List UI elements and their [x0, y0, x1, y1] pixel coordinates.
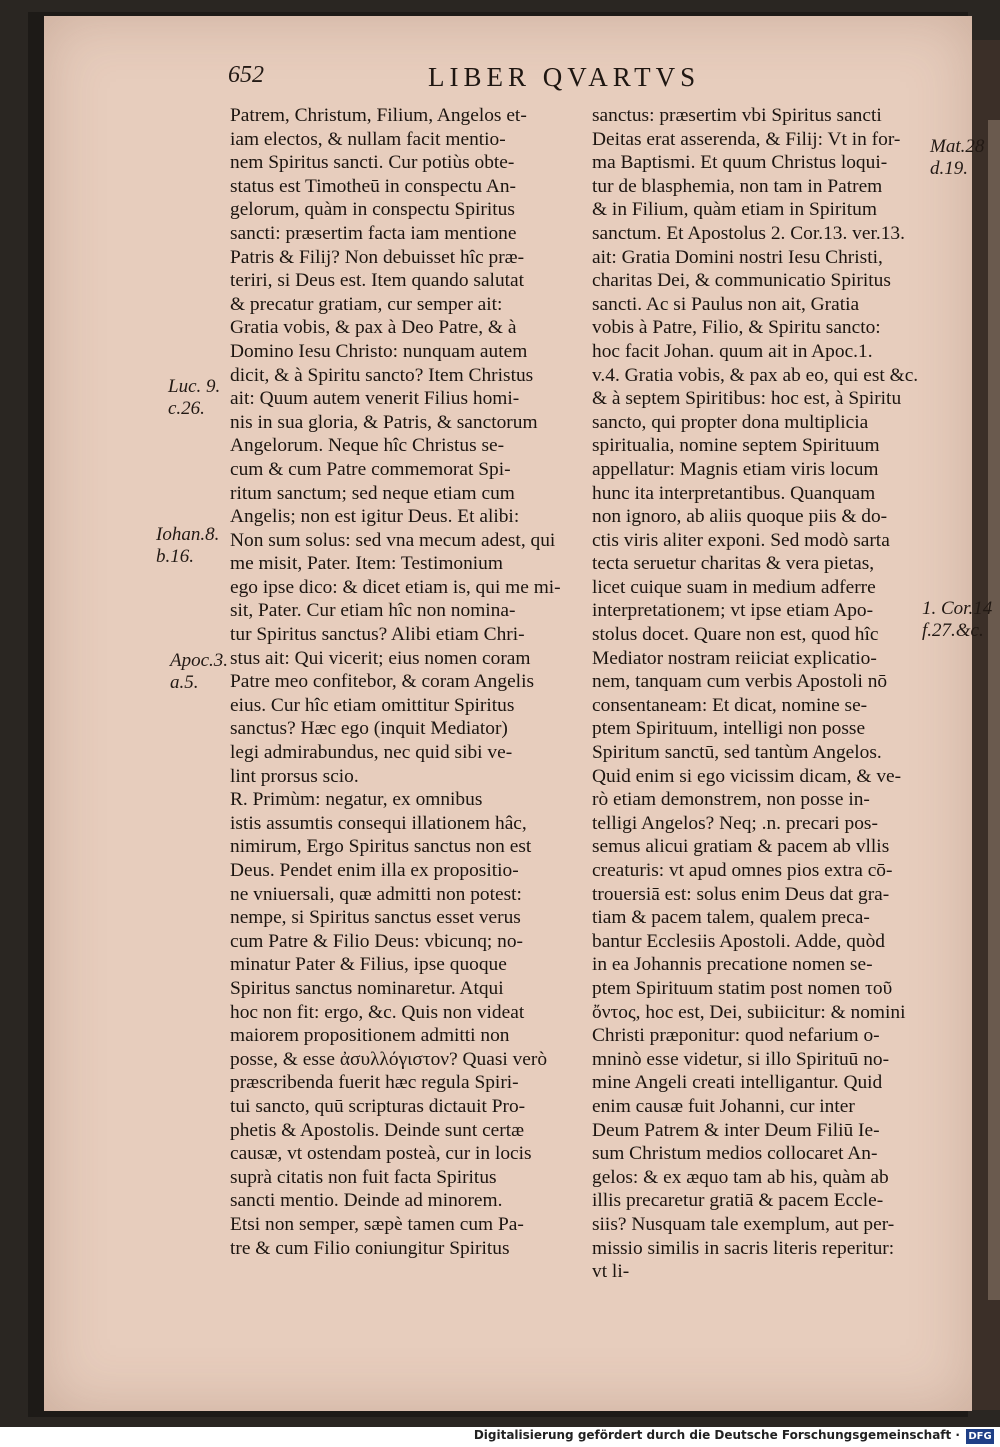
- text-line: suprà citatis non fuit facta Spiritus: [230, 1166, 497, 1188]
- text-line: Deitas erat asserenda, & Filij: Vt in for-: [592, 128, 901, 150]
- text-line: ait: Quum autem venerit Filius homi-: [230, 388, 520, 410]
- text-line: mninò esse videtur, si illo Spirituū no-: [592, 1048, 890, 1070]
- text-line: vobis à Patre, Filio, & Spiritu sancto:: [592, 317, 881, 339]
- text-line: eius. Cur hîc etiam omittitur Spiritus: [230, 694, 515, 716]
- text-line: charitas Dei, & communicatio Spiritus: [592, 270, 891, 292]
- text-line: ptem Spirituum statim post nomen τοῦ: [592, 977, 893, 999]
- text-line: sanctum. Et Apostolus 2. Cor.13. ver.13.: [592, 222, 905, 244]
- text-line: tur Spiritus sanctus? Alibi etiam Chri-: [230, 624, 525, 646]
- text-line: nem, tanquam cum verbis Apostoli nō: [592, 671, 888, 693]
- margin-note-line: d.19.: [930, 158, 968, 179]
- text-line: iam electos, & nullam facit mentio-: [230, 128, 506, 150]
- text-line: me misit, Pater. Item: Testimonium: [230, 553, 503, 575]
- text-line: hunc ita interpretantibus. Quanquam: [592, 482, 876, 504]
- text-line: hoc facit Johan. quum ait in Apoc.1.: [592, 340, 873, 362]
- text-line: Gratia vobis, & pax à Deo Patre, & à: [230, 317, 517, 339]
- text-line: appellatur: Magnis etiam viris locum: [592, 458, 879, 480]
- facing-page-edge-highlight: [988, 120, 1000, 1300]
- margin-note-apoc: [170, 650, 228, 694]
- text-line: status est Timotheū in conspectu An-: [230, 175, 517, 197]
- margin-note-line: f.27.&c.: [922, 620, 984, 641]
- text-line: Spiritus sanctus nominaretur. Atqui: [230, 977, 504, 999]
- text-line: cum Patre & Filio Deus: vbicunq; no-: [230, 930, 523, 952]
- margin-note-line: a.5.: [170, 672, 199, 693]
- text-line: posse, & esse ἀσυλλόγιστον? Quasi verò: [230, 1048, 548, 1070]
- text-line: Patre meo confitebor, & coram Angelis: [230, 671, 535, 693]
- text-line: in ea Johannis precatione nomen se-: [592, 954, 873, 976]
- digitization-footer: [0, 1427, 1000, 1447]
- text-line: creaturis: vt apud omnes pios extra cō-: [592, 860, 893, 881]
- text-line: minatur Pater & Filius, ipse quoque: [230, 954, 507, 976]
- text-line: licet cuique suam in medium adferre: [592, 576, 876, 598]
- right-text-column: [592, 104, 932, 1284]
- text-line: sancto, qui propter dona multiplicia: [592, 411, 869, 433]
- text-line: tui sancto, quū scripturas dictauit Pro-: [230, 1095, 526, 1117]
- text-line: bantur Ecclesiis Apostoli. Adde, quòd: [592, 930, 885, 952]
- text-line: missio similis in sacris literis reperitur:: [592, 1237, 895, 1259]
- text-line: v.4. Gratia vobis, & pax ab eo, qui est &c.: [592, 364, 919, 386]
- text-line: tur de blasphemia, non tam in Patrem: [592, 175, 883, 197]
- text-line: tiam & pacem talem, qualem preca-: [592, 907, 870, 929]
- text-line: ego ipse dico: & dicet etiam is, qui me mi-: [230, 576, 561, 598]
- page-header: [228, 62, 768, 102]
- text-line: dicit, & à Spiritu sancto? Item Christus: [230, 364, 534, 386]
- text-line: Deus. Pendet enim illa ex propositio-: [230, 860, 519, 881]
- text-line: Quid enim si ego vicissim dicam, & ve-: [592, 765, 902, 787]
- text-line: spiritualia, nomine septem Spirituum: [592, 435, 880, 457]
- text-line: sancti: præsertim facta iam mentione: [230, 222, 517, 244]
- text-line: nempe, si Spiritus sanctus esset verus: [230, 907, 521, 929]
- text-line: ne vniuersali, quæ admitti non potest:: [230, 883, 522, 905]
- text-line: R. Primùm: negatur, ex omnibus: [230, 789, 483, 811]
- margin-note-luc: [168, 376, 220, 420]
- text-line: sancti. Ac si Paulus non ait, Gratia: [592, 293, 860, 315]
- text-line: illis precaretur gratiā & pacem Eccle-: [592, 1190, 884, 1212]
- text-line: sanctus: præsertim vbi Spiritus sancti: [592, 105, 882, 126]
- running-head: LIBER QVARTVS: [428, 62, 701, 92]
- text-line: causæ, vt ostendam posteà, cur in locis: [230, 1143, 532, 1165]
- text-line: Christi præponitur: quod nefarium o-: [592, 1025, 880, 1047]
- margin-note-line: Luc. 9.: [168, 376, 221, 397]
- text-line: Deum Patrem & inter Deum Filiū Ie-: [592, 1119, 880, 1141]
- text-line: præscribenda fuerit hæc regula Spiri-: [230, 1072, 519, 1094]
- margin-note-cor: [922, 598, 992, 642]
- text-line: Patris & Filij? Non debuisset hîc præ-: [230, 246, 525, 268]
- text-line: gelorum, quàm in conspectu Spiritus: [230, 199, 515, 221]
- text-line: nimirum, Ergo Spiritus sanctus non est: [230, 836, 532, 858]
- text-line: tecta seruetur charitas & vera pietas,: [592, 553, 875, 575]
- text-line: Angelorum. Neque hîc Christus se-: [230, 435, 505, 457]
- text-line: nem Spiritus sancti. Cur potiùs obte-: [230, 152, 515, 174]
- margin-note-line: c.26.: [168, 398, 205, 419]
- text-line: & in Filium, quàm etiam in Spiritum: [592, 199, 877, 221]
- text-line: rò etiam demonstrem, non posse in-: [592, 789, 870, 811]
- margin-note-line: Apoc.3.: [170, 650, 229, 671]
- text-line: legi admirabundus, nec quid sibi ve-: [230, 742, 513, 764]
- text-line: Mediator nostram reiiciat explicatio-: [592, 647, 877, 669]
- text-line: semus alicui gratiam & pacem ab vllis: [592, 836, 890, 858]
- text-line: stolus docet. Quare non est, quod hîc: [592, 624, 879, 646]
- text-line: hoc non fit: ergo, &c. Quis non videat: [230, 1001, 525, 1023]
- text-line: & à septem Spiritibus: hoc est, à Spiritu: [592, 388, 902, 410]
- text-line: ptem Spirituum, intelligi non posse: [592, 718, 866, 740]
- text-line: Spiritum sanctū, sed tantùm Angelos.: [592, 742, 882, 764]
- text-line: sit, Pater. Cur etiam hîc non nomina-: [230, 600, 516, 622]
- margin-note-line: 1. Cor.14: [922, 598, 993, 619]
- text-line: consentaneam: Et dicat, nomine se-: [592, 694, 868, 716]
- text-line: siis? Nusquam tale exemplum, aut per-: [592, 1213, 895, 1235]
- text-line: Patrem, Christum, Filium, Angelos et-: [230, 105, 527, 126]
- text-line: tre & cum Filio coniungitur Spiritus: [230, 1237, 510, 1259]
- text-line: nis in sua gloria, & Patris, & sanctorum: [230, 411, 538, 433]
- footer-credit: Digitalisierung gefördert durch die Deutsche Forschungsgemeinschaft ·: [473, 1428, 960, 1442]
- text-line: sanctus? Hæc ego (inquit Mediator): [230, 718, 508, 740]
- margin-note-johan: [156, 524, 219, 568]
- text-line: telligi Angelos? Neq; .n. precari pos-: [592, 812, 878, 834]
- text-line: enim causæ fuit Johanni, cur inter: [592, 1095, 855, 1117]
- text-line: Etsi non semper, sæpè tamen cum Pa-: [230, 1213, 524, 1235]
- page-number: 652: [228, 62, 264, 88]
- dfg-logo: DFG: [966, 1429, 994, 1444]
- text-line: Domino Iesu Christo: nunquam autem: [230, 340, 528, 362]
- text-line: sancti mentio. Deinde ad minorem.: [230, 1190, 503, 1212]
- left-text-column: [230, 104, 576, 1260]
- text-line: teriri, si Deus est. Item quando salutat: [230, 270, 525, 292]
- text-line: mine Angeli creati intelligantur. Quid: [592, 1072, 883, 1094]
- margin-note-line: Mat.28: [930, 136, 985, 157]
- text-line: gelos: & ex æquo tam ab his, quàm ab: [592, 1166, 889, 1188]
- text-line: stus ait: Qui vicerit; eius nomen coram: [230, 647, 531, 669]
- margin-note-line: b.16.: [156, 546, 194, 567]
- margin-note-mat: [930, 136, 984, 180]
- text-line: phetis & Apostolis. Deinde sunt certæ: [230, 1119, 525, 1141]
- text-line: cum & cum Patre commemorat Spi-: [230, 458, 511, 480]
- text-line: ritum sanctum; sed neque etiam cum: [230, 482, 515, 504]
- text-line: trouersiā est: solus enim Deus dat gra-: [592, 883, 890, 905]
- text-line: & precatur gratiam, cur semper ait:: [230, 293, 503, 315]
- text-line: ὄντος, hoc est, Dei, subiicitur: & nomini: [592, 1001, 906, 1023]
- text-line: non ignoro, ab aliis quoque piis & do-: [592, 506, 888, 528]
- text-line: ait: Gratia Domini nostri Iesu Christi,: [592, 246, 883, 268]
- text-line: interpretationem; vt ipse etiam Apo-: [592, 600, 874, 622]
- text-line: ctis viris aliter exponi. Sed modò sarta: [592, 529, 890, 551]
- margin-note-line: Iohan.8.: [156, 524, 220, 545]
- text-line: istis assumtis consequi illationem hâc,: [230, 812, 527, 834]
- text-line: maiorem propositionem admitti non: [230, 1025, 510, 1047]
- text-line: Non sum solus: sed vna mecum adest, qui: [230, 529, 556, 551]
- text-line: vt li-: [592, 1261, 630, 1283]
- text-line: Angelis; non est igitur Deus. Et alibi:: [230, 506, 520, 528]
- text-line: lint prorsus scio.: [230, 765, 359, 787]
- text-line: sum Christum medios collocaret An-: [592, 1143, 878, 1165]
- text-line: ma Baptismi. Et quum Christus loqui-: [592, 152, 888, 174]
